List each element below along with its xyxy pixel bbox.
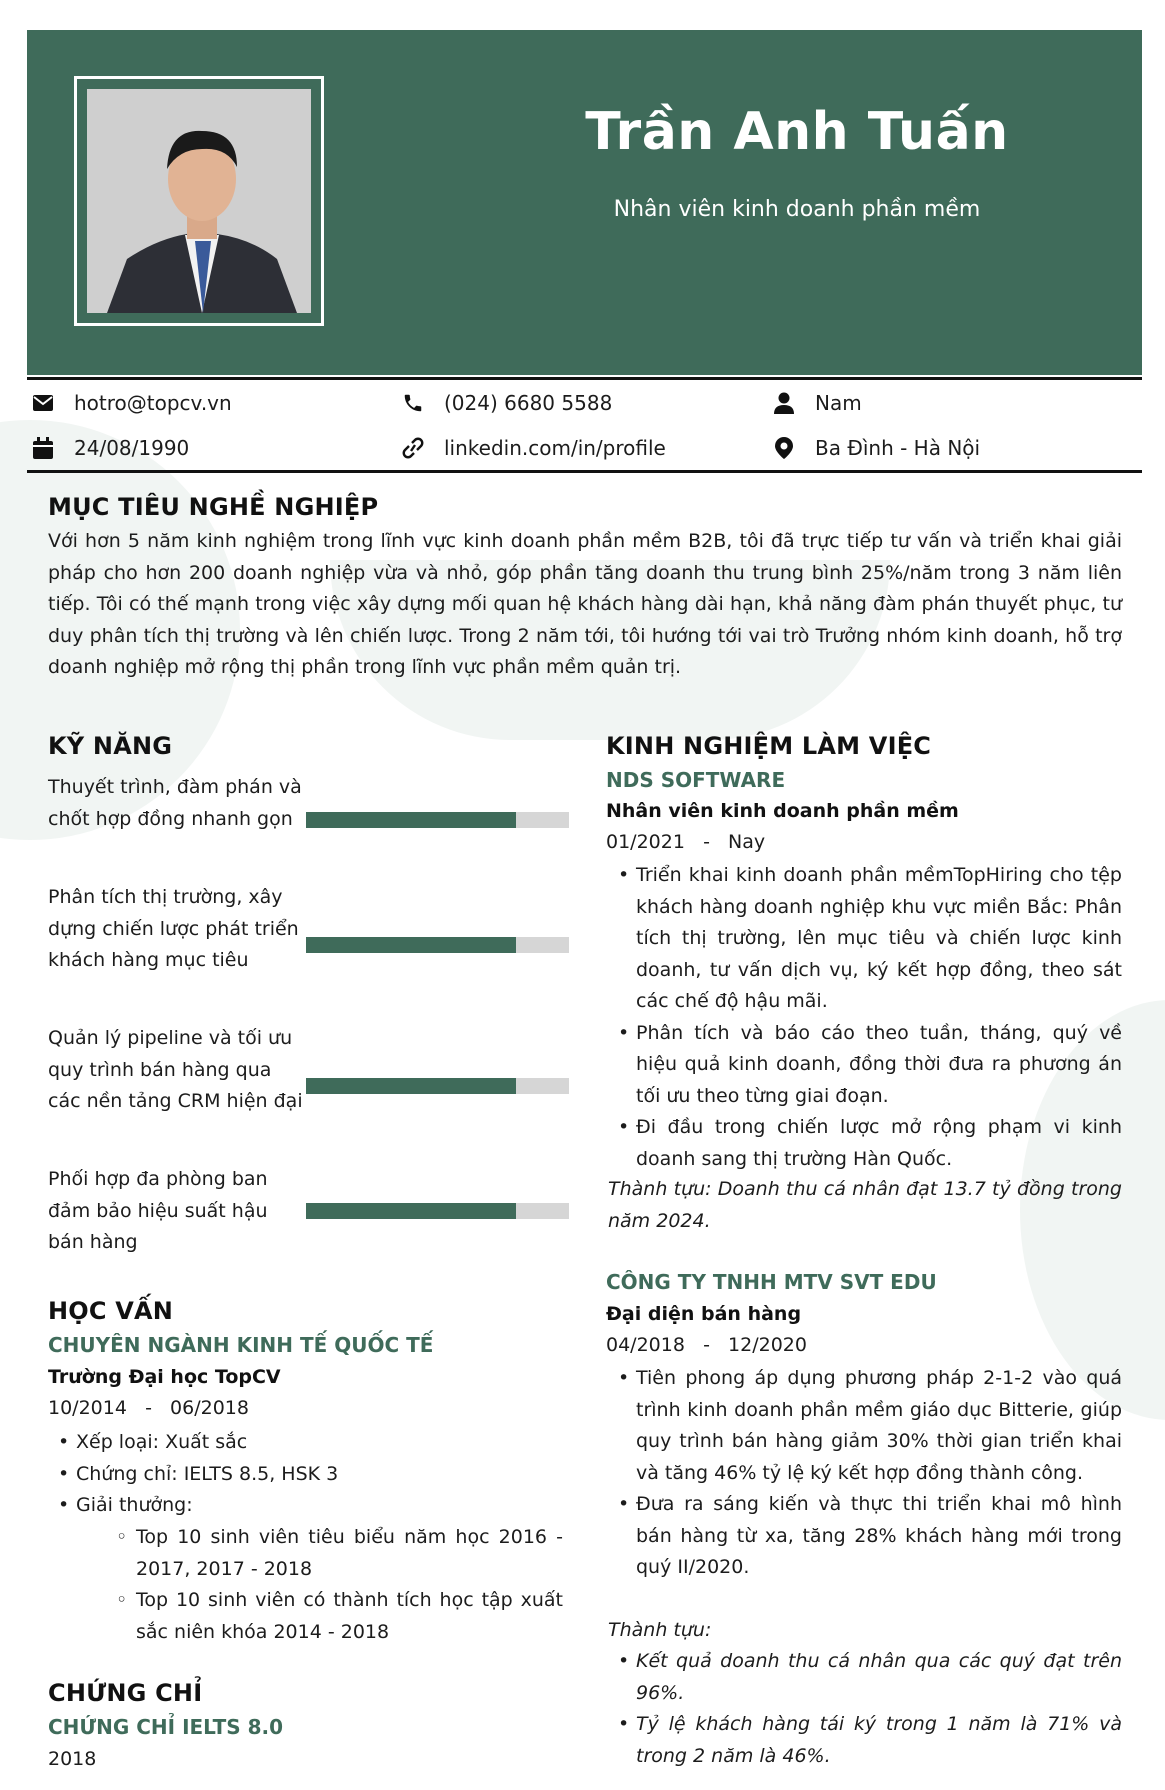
- job-role: Đại diện bán hàng: [606, 1303, 802, 1325]
- award-list: [108, 1522, 563, 1648]
- end-date: Nay: [728, 831, 766, 853]
- list-item: • Triển khai kinh doanh phần mềmTopHiring cho tệp khách hàng doanh nghiệp khu vực miền Bắc: Phân tích thị trường, lên mục tiêu và chiến lược kinh doanh, tư vấn dịch vụ, ký kết hợp đồng, theo sát các chế độ hậu mãi.: [608, 860, 1122, 1018]
- contact-address: [771, 436, 980, 460]
- job-dates: [606, 831, 765, 853]
- objective-heading: MỤC TIÊU NGHỀ NGHIỆP: [48, 493, 379, 521]
- email-value: hotro@topcv.vn: [74, 391, 232, 415]
- list-item: • Phân tích và báo cáo theo tuần, tháng, quý về hiệu quả kinh doanh, đồng thời đưa ra phương án tối ưu theo từng giai đoạn.: [608, 1018, 1122, 1113]
- education-major: CHUYÊN NGÀNH KINH TẾ QUỐC TẾ: [48, 1333, 434, 1357]
- phone-icon: [400, 391, 426, 415]
- end-date: 06/2018: [170, 1397, 249, 1419]
- list-item: • Kết quả doanh thu cá nhân qua các quý đạt trên 96%.: [608, 1646, 1122, 1709]
- list-item: • Tỷ lệ khách hàng tái ký trong 1 năm là 71% và trong 2 năm là 46%.: [608, 1709, 1122, 1772]
- education-bullets: [48, 1427, 568, 1522]
- achievement-label: Thành tựu:: [608, 1619, 712, 1641]
- job-role: Nhân viên kinh doanh phần mềm: [606, 800, 959, 822]
- skill-bar: [306, 1078, 569, 1094]
- skill-bar: [306, 1203, 569, 1219]
- contact-phone: [400, 391, 612, 415]
- date-separator: -: [145, 1397, 152, 1419]
- calendar-icon: [30, 436, 56, 460]
- list-item: • Xếp loại: Xuất sắc: [48, 1427, 568, 1459]
- company-name: CÔNG TY TNHH MTV SVT EDU: [606, 1270, 937, 1294]
- list-item: ◦ Top 10 sinh viên có thành tích học tập xuất sắc niên khóa 2014 - 2018: [108, 1585, 563, 1648]
- experience-heading: KINH NGHIỆM LÀM VIỆC: [606, 732, 932, 760]
- skill-bar-fill: [306, 812, 516, 828]
- person-icon: [771, 391, 797, 415]
- gender-value: Nam: [815, 391, 862, 415]
- contact-email: [30, 391, 232, 415]
- list-item: • Tiên phong áp dụng phương pháp 2-1-2 vào quá trình kinh doanh phần mềm giáo dục Bitterie, giúp quy trình bán hàng giảm 30% thời gian triển khai và tăng 46% tỷ lệ ký kết hợp đồng thành công.: [608, 1363, 1122, 1489]
- job-bullets: [608, 1363, 1122, 1584]
- certificate-year: 2018: [48, 1748, 97, 1770]
- education-school: Trường Đại học TopCV: [48, 1366, 281, 1388]
- skill-label: Phối hợp đa phòng ban đảm bảo hiệu suất hậu bán hàng: [48, 1168, 268, 1253]
- education-dates: [48, 1397, 249, 1419]
- list-item: • Chứng chỉ: IELTS 8.5, HSK 3: [48, 1459, 568, 1491]
- phone-value: (024) 6680 5588: [444, 391, 613, 415]
- link-icon: [400, 436, 426, 460]
- skill-bar: [306, 937, 569, 953]
- email-icon: [30, 391, 56, 415]
- skill-label: Thuyết trình, đàm phán và chốt hợp đồng nhanh gọn: [48, 776, 302, 830]
- date-separator: -: [703, 831, 710, 853]
- list-item: ◦ Top 10 sinh viên tiêu biểu năm học 2016 - 2017, 2017 - 2018: [108, 1522, 563, 1585]
- skill-bar: [306, 812, 569, 828]
- divider: [27, 470, 1142, 473]
- contact-gender: [771, 391, 862, 415]
- header-banner: [27, 30, 1142, 375]
- photo-frame: [74, 76, 324, 326]
- start-date: 10/2014: [48, 1397, 127, 1419]
- company-name: NDS SOFTWARE: [606, 768, 786, 792]
- map-pin-icon: [771, 436, 797, 460]
- address-value: Ba Đình - Hà Nội: [815, 436, 981, 460]
- list-item: • Đi đầu trong chiến lược mở rộng phạm vi kinh doanh sang thị trường Hàn Quốc.: [608, 1112, 1122, 1175]
- education-heading: HỌC VẤN: [48, 1297, 174, 1325]
- certificates-heading: CHỨNG CHỈ: [48, 1679, 203, 1707]
- contact-website[interactable]: [400, 436, 666, 460]
- skill-label: Phân tích thị trường, xây dựng chiến lược phát triển khách hàng mục tiêu: [48, 886, 299, 971]
- end-date: 12/2020: [728, 1334, 807, 1356]
- start-date: 04/2018: [606, 1334, 685, 1356]
- birthday-value: 24/08/1990: [74, 436, 190, 460]
- skill-label: Quản lý pipeline và tối ưu quy trình bán hàng qua các nền tảng CRM hiện đại: [48, 1027, 303, 1112]
- date-separator: -: [703, 1334, 710, 1356]
- certificate-name: CHỨNG CHỈ IELTS 8.0: [48, 1715, 284, 1739]
- job-achievement: Thành tựu: Doanh thu cá nhân đạt 13.7 tỷ đồng trong năm 2024.: [608, 1178, 1122, 1232]
- avatar: [87, 89, 311, 313]
- skills-heading: KỸ NĂNG: [48, 732, 173, 760]
- job-dates: [606, 1334, 807, 1356]
- job-title: Nhân viên kinh doanh phần mềm: [613, 197, 981, 222]
- skill-bar-fill: [306, 937, 516, 953]
- skill-bar-fill: [306, 1203, 516, 1219]
- list-item: • Giải thưởng:: [48, 1490, 568, 1522]
- divider: [27, 377, 1142, 380]
- contact-birthday: [30, 436, 189, 460]
- list-item: • Đưa ra sáng kiến và thực thi triển khai mô hình bán hàng từ xa, tăng 28% khách hàng mới trong quý II/2020.: [608, 1489, 1122, 1584]
- achievement-list: [608, 1646, 1122, 1772]
- start-date: 01/2021: [606, 831, 685, 853]
- candidate-name: Trần Anh Tuấn: [585, 102, 1009, 162]
- job-bullets: [608, 860, 1122, 1175]
- objective-text: Với hơn 5 năm kinh nghiệm trong lĩnh vực kinh doanh phần mềm B2B, tôi đã trực tiếp tư vấn và triển khai giải pháp cho hơn 200 doanh nghiệp vừa và nhỏ, góp phần tăng doanh thu trung bình 25%/năm trong 3 năm liên tiếp. Tôi có thế mạnh trong việc xây dựng mối quan hệ khách hàng dài hạn, khả năng đàm phán thuyết phục, tư duy phân tích thị trường và lên chiến lược. Trong 2 năm tới, tôi hướng tới vai trò Trưởng nhóm kinh doanh, hỗ trợ doanh nghiệp mở rộng thị phần trong lĩnh vực phần mềm quản trị.: [48, 530, 1122, 678]
- website-value[interactable]: linkedin.com/in/profile: [444, 436, 666, 460]
- skill-bar-fill: [306, 1078, 516, 1094]
